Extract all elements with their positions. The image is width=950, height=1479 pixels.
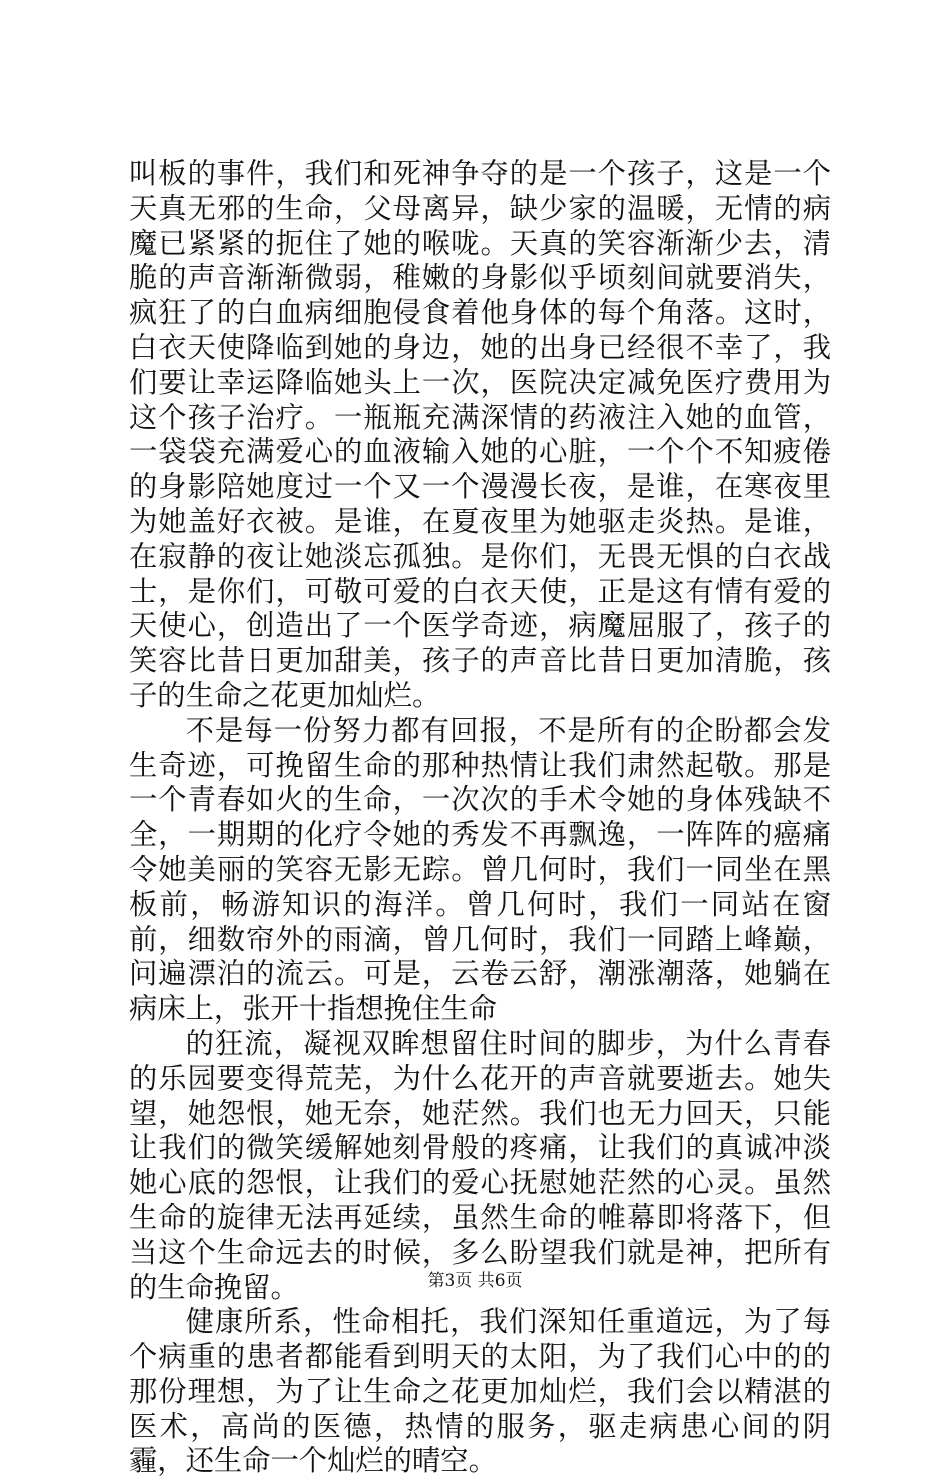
paragraph-4: 健康所系，性命相托，我们深知任重道远，为了每个病重的患者都能看到明天的太阳，为了我们心中的的那份理想，为了让生命之花更加灿烂，我们会以精湛的医术，高尚的医德，热情的服务，驱走病患心间的阴霾，还生命一个灿烂的晴空。 [129, 1305, 831, 1478]
page-footer [0, 1270, 950, 1292]
page-number: 第3页 共6页 [427, 1271, 523, 1291]
paragraph-3: 的狂流，凝视双眸想留住时间的脚步，为什么青春的乐园要变得荒芜，为什么花开的声音就要逝去。她失望，她怨恨，她无奈，她茫然。我们也无力回天，只能让我们的微笑缓解她刻骨般的疼痛，让我们的真诚冲淡她心底的怨恨，让我们的爱心抚慰她茫然的心灵。虽然生命的旋律无法再延续，虽然生命的帷幕即将落下，但当这个生命远去的时候，多么盼望我们就是神，把所有的生命挽留。 [129, 1026, 831, 1304]
paragraph-1: 叫板的事件，我们和死神争夺的是一个孩子，这是一个天真无邪的生命，父母离异，缺少家的温暖，无情的病魔已紧紧的扼住了她的喉咙。天真的笑容渐渐少去，清脆的声音渐渐微弱，稚嫩的身影似乎顷刻间就要消失，疯狂了的白血病细胞侵食着他身体的每个角落。这时，白衣天使降临到她的身边，她的出身已经很不幸了，我们要让幸运降临她头上一次，医院决定减免医疗费用为这个孩子治疗。一瓶瓶充满深情的药液注入她的血管，一袋袋充满爱心的血液输入她的心脏，一个个不知疲倦的身影陪她度过一个又一个漫漫长夜，是谁，在寒夜里为她盖好衣被。是谁，在夏夜里为她驱走炎热。是谁，在寂静的夜让她淡忘孤独。是你们，无畏无惧的白衣战士，是你们，可敬可爱的白衣天使，正是这有情有爱的天使心，创造出了一个医学奇迹，病魔屈服了，孩子的笑容比昔日更加甜美，孩子的声音比昔日更加清脆，孩子的生命之花更加灿烂。 [129, 157, 831, 712]
paragraph-2: 不是每一份努力都有回报，不是所有的企盼都会发生奇迹，可挽留生命的那种热情让我们肃然起敬。那是一个青春如火的生命，一次次的手术令她的身体残缺不全，一期期的化疗令她的秀发不再飘逸，一阵阵的癌痛令她美丽的笑容无影无踪。曾几何时，我们一同坐在黑板前，畅游知识的海洋。曾几何时，我们一同站在窗前，细数帘外的雨滴，曾几何时，我们一同踏上峰巅，问遍漂泊的流云。可是，云卷云舒，潮涨潮落，她躺在病床上，张开十指想挽住生命 [129, 713, 831, 1026]
